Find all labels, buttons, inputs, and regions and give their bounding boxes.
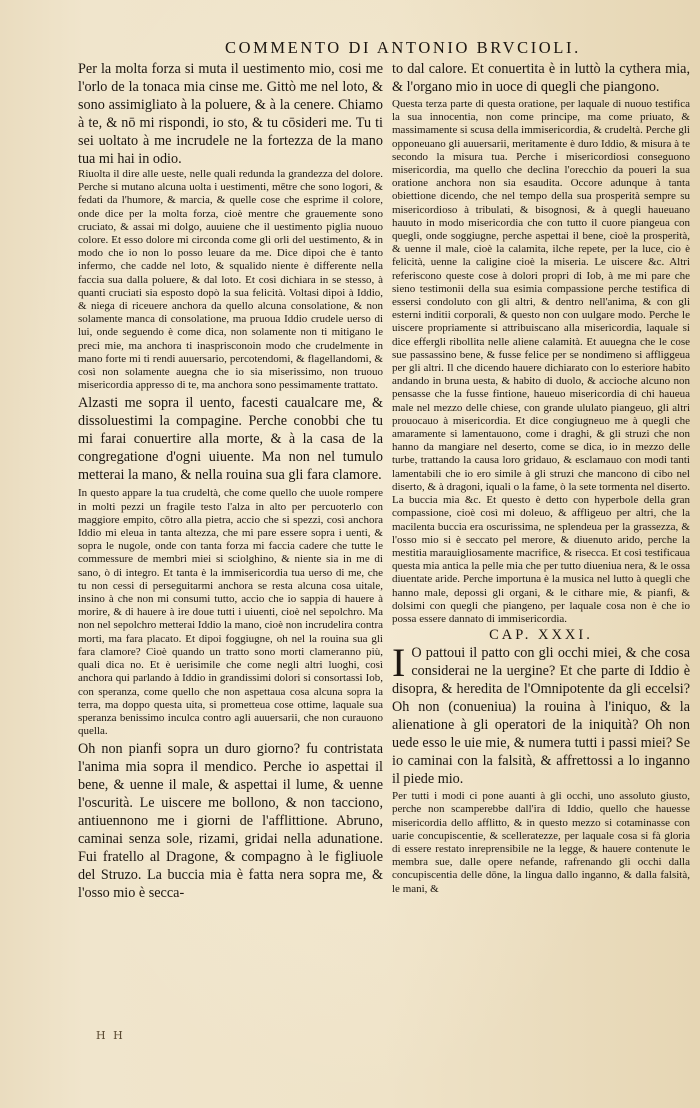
- commentary-paragraph-3: Questa terza parte di questa oratione, per laquale di nuouo testifica la sua innocentia, non come principe, ma come priuato, & massimamente si scusa della immisericordia, & crudeltà. Perche gli opponeuano gli auuersarii, meritamente è duro Iddio, & misura à te secondo la misura tua. Perche i misericordiosi conseguono misericordia, ma quello che declina l'orecchio da poueri la sua oratione anchora non sia esaudita. Occore adunque à tanta obiettione dicendo, che nel tempo della sua prosperità sempre su misericordioso à tribulati, & bisognosi, & à quegli haueuano hauuto in modo misericordia che con tutto il cuore piangeua con quegli, onde soggiugne, perche aspettai il bene, cioè la prosperità, & uenne il male, cioè la calamita, ilche repete, per la luce, cio è felicità, uenne la caligine cioè la miseria. Le uiscere &c. Altri referiscono queste cose à dolori propri di Iob, à me mi pare che sieno testimonii della sua esimia compassione perche testifica di essersi condoluto con gli altri, & dentro nell'anima, & con gli esterni inditii corporali, & questo non con uulgare modo. Perche le uiscere propriamente si attribuiscano alla misericordia, laquale si dice effergli ribollita nelle aliene calamità. Et auuegna che le cose sue passassino bene, & fusse felice per se nondimeno si affliggeua per gli altri. Il che dicendo hauere dichiarato con lo esteriore habito andando in bruna uesta, & habito di duolo, & accioche alcuno non pensasse che la fusse fintione, haueuo misericordia di chi haueua male nel mezzo delle chiese, con grande ululato piangeuo, gli altri prouocauo à misericordia. Et dice congiugneuo me à quegli che amaramente si lamentauono, come i draghi, & gli struzi che non hanno da mangiare nel deserto, come se dica, io in mezzo delle turbe, trattando la causa loro gridauo, & esclamauo con modi tanti lamentabili che io ero simile à gli struzi che mancono di cibo nel diserto, & à dragoni, iquali o la fame, ò la sete tormenta nel diserto. La buccia mia &c. Et questo è detto con hyperbole della gran compassione, cioè così mi doleuo, & affligeuo per altri, che la macilenta buccia era oscurissima, ne splendeua per la grassezza, & l'osso mio si è seccato pel merore, & diuenuto arido, perche la mestitia marauigliosamente macrifice, & risecca. Et così testificaua questa mia antica la pelle mia che per tutto diueniua nera, & le ossa diuentate aride. Perche importuna è la musica nel lutto à quegli che hanno male, depossi gli organi, & le cithare mie, & pianfi, & dolsimi con quegli che piangeno, per laquale cosa non è che io possa essere dannato di immisericordia.: [392, 98, 690, 625]
- commentary-paragraph-2: In questo appare la tua crudeltà, che come quello che uuole rompere in molti pezzi un fragile testo l'alza in alto per percuoterlo con maggiore empito, cōtro alla pietra, accio che si spezzi, così anchora Iddio mi eleua in tanta altezza, che mi pare essere sopra i uenti, & sopra le nugole, onde con tanta forza mi faccia cadere che tutte le commessure de membri miei si sciolghino, & niente sia in me di sano, ò di integro. Et tanta è la immisericordia tua uerso di me, che tu non cessi di perseguitarmi anchora se resta alcuna cosa uitale, insino à che non mi consumi tutto, accio che io sappia di hauere à morire, & di hauere à ire doue tutti i uiuenti, cioè nel sepolchro. Ma non nel sepolchro metterai Iddio la mano, cioè non incrudelira contra morti, ma fara placato. Et dipoi foggiugne, oh nel la rouina sua gli fara clamore? Cioè quando un tratto sono morti clameranno più, quali dica no. Et è uerisimile che come negli altri luoghi, così anchora qui parlando à Iddio in grandissimi dolori si consortassi Iob, con speranza, come quello che non aspettaua cosa alcuna sopra la terra, ma doppo questa uita, si prometteua cose ottime, laquale sua speranza benissimo inculca contro agli auuersarii, che non curauono quella.: [78, 487, 383, 738]
- scripture-verse-continued: to dal calore. Et conuertita è in luttò la cythera mia, & l'organo mio in uoce di quegli che piangono.: [392, 61, 690, 95]
- commentary-paragraph-1: Riuolta il dire alle ueste, nelle quali redunda la grandezza del dolore. Perche si mutano alcuna uolta i uestimenti, mētre che sono logori, & fedati da l'humore, & marcia, & quelle cose che esprime il colore, onde dice per la molta forza, cioè mentre che grauemente sono cruciato, & assai mi dolgo, auuiene che il uestimento piglia nuouo colore. Et esso dolore mi circonda come gli orli del uestimento, & in modo che io non lo posso leuare da me. Dice dipoi che è tanto infermo, che cadde nel loto, & squalido niente è differente nella faccia sua dalla poluere, & dal loto. Et così dichiara in se stesso, à quanti cruciati sia esposto dopò la sua felicità. Voltasi dipoi à Iddio, & niega di riceuere anchora da quello alcuna consolatione, & non solamente manca di consolatione, ma pruoua Iddio crudele uerso di lui, onde seguendo è come dica, non solamente non ti mitigano le preci mie, ma anchora ti inasprisconoin modo che crudelmente in mano forte mi ti rendi auuersario, percotendomi, & flagellandomi, & così non solamente auegna che io sia miserissimo, non truouo misericordia appresso di te, ma anchora sono pessimamente trattato.: [78, 168, 383, 392]
- right-column: [392, 60, 690, 1060]
- left-column: [78, 60, 383, 1060]
- scripture-verse-1: Per la molta forza si muta il uestimento mio, cosi me l'orlo de la tonaca mia cinse me. Gittò me nel loto, & sono assimigliato à la poluere, & à la cenere. Chiamo à te, & nō mi rispondi, io sto, & tu cōsideri me. Tu ti sei uoltato à me incrudele ne la fortezza de la mano tua mi hai in odio.: [78, 61, 383, 167]
- scripture-verse-3: Oh non pianfi sopra un duro giorno? fu contristata l'anima mia sopra il mendico. Perche io aspettai il bene, & uenne il male, & aspettai il lume, & uenne l'oscurità. Le uiscere me bollono, & non tacciono, antiuennono me i giorni de l'afflittione. Abruno, caminai senza sole, rizami, gridai nella adunatione. Fui fratello al Dragone, & compagno à le figliuole del Struzo. La buccia mia è fatta nera sopra me, & l'osso mio è secca-: [78, 741, 383, 902]
- chapter-opening: [392, 640, 690, 788]
- scripture-verse-2: Alzasti me sopra il uento, facesti caualcare me, & dissoluestimi la compagine. Perche conobbi che tu mi farai conuertire alla morte, & à la casa de la congregatione d'ogni uiuente. Ma non nel tumulo metterai la mano, & nella rouina sua gli fara clamore.: [78, 395, 383, 484]
- running-header: COMMENTO DI ANTONIO BRVCIOLI.: [225, 38, 581, 57]
- signature-marks: H H: [96, 1029, 125, 1042]
- scripture-verse-4: O pattoui il patto con gli occhi miei, & che cosa considerai ne la uergine? Et che parte di Iddio è disopra, & heredita de l'Omnipotente da gli eccelsi? Oh non (conueniua) la rouina à l'iniquo, & la alienatione à gli operatori de la iniquità? Oh non uede esso le uie mie, & numera tutti i passi miei? Se io caminai con la falsità, & affrettossi a lo inganno il piede mio.: [392, 645, 690, 788]
- drop-cap-initial: I: [392, 640, 406, 686]
- chapter-heading: CAP. XXXI.: [489, 627, 593, 644]
- commentary-paragraph-4: Per tutti i modi ci pone auanti à gli occhi, uno assoluto giusto, perche non scamperebbe dall'ira di Iddio, quello che hauesse misericordia dello afflitto, & in questo mezzo si cotaminasse con uarie concupiscentie, & scelleratezze, per laquale cosa si fà gloria di essere restato inreprensibile ne la legge, & hauere contenute le membra sue, dalle opere nefande, rafrenando gli occhi dalla concupiscentia delle dōne, la lingua dallo inganno, & dalla falsità, le mani, &: [392, 790, 690, 895]
